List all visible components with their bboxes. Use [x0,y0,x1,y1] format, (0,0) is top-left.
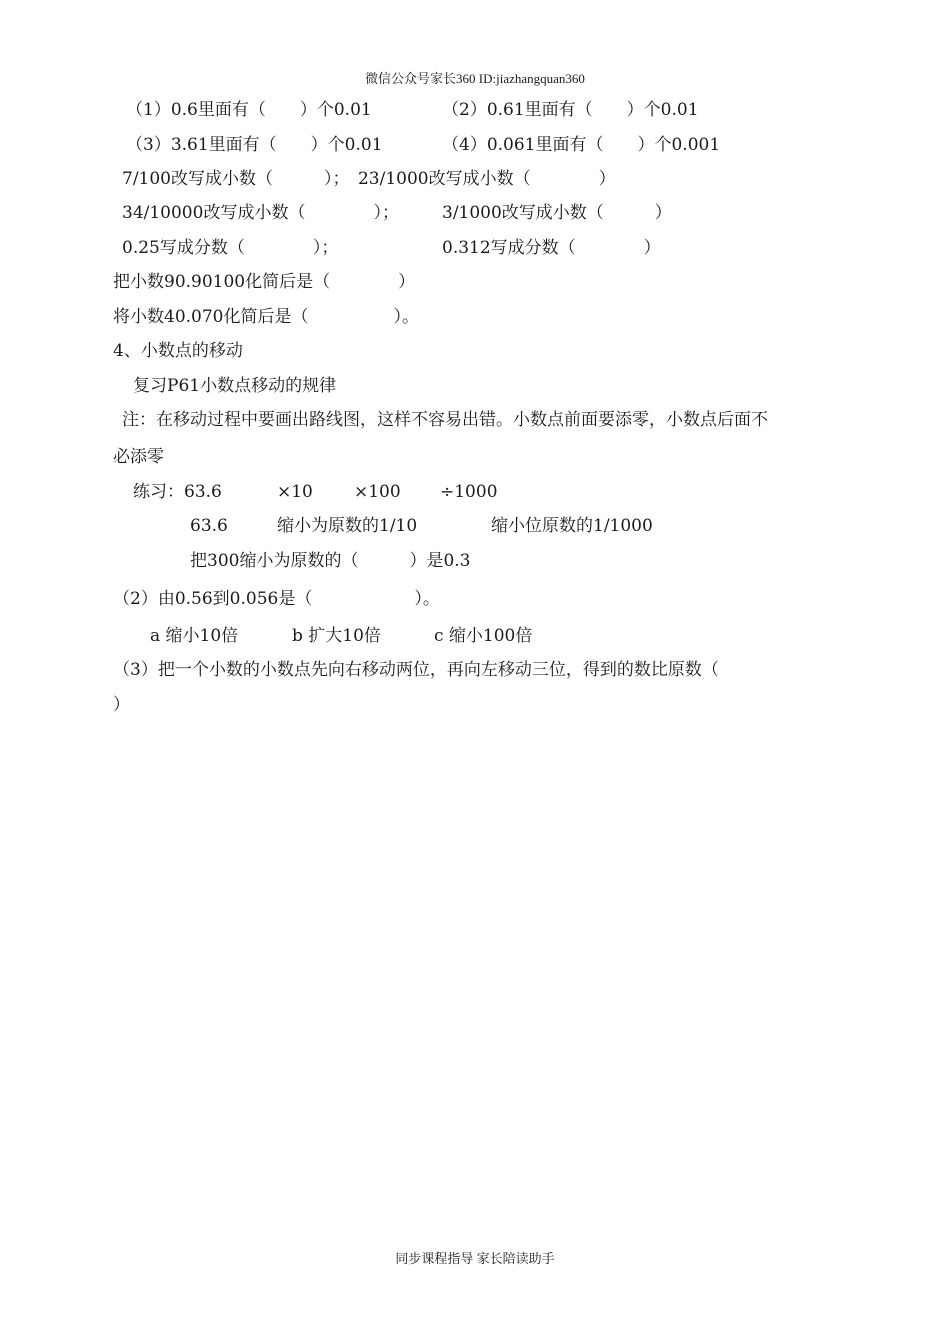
simplify-decimal-2: 将小数40.070化简后是（ ）。 [113,307,419,327]
note-line-2: 必添零 [113,447,164,467]
decimal-to-fraction-b: 0.312写成分数（ ） [442,238,661,258]
decimal-to-fraction-a: 0.25写成分数（ ）； [122,238,339,258]
option-c: c 缩小100倍 [434,626,533,646]
practice-label: 练习：63.6 [133,482,222,502]
practice-op-3: ÷1000 [440,482,498,502]
option-a: a 缩小10倍 [150,626,239,646]
question-3-line-2: ） [113,695,130,715]
practice-3: 把300缩小为原数的（ ）是0.3 [190,551,471,571]
fraction-to-decimal-line-2b: 3/1000改写成小数（ ） [442,203,672,223]
question-3-line-1: （3）把一个小数的小数点先向右移动两位，再向左移动三位，得到的数比原数（ [113,660,719,680]
note-line-1: 注：在移动过程中要画出路线图，这样不容易出错。小数点前面要添零，小数点后面不 [122,410,768,430]
simplify-decimal-1: 把小数90.90100化简后是（ ） [113,272,416,292]
practice-2-number: 63.6 [190,516,228,536]
option-b: b 扩大10倍 [292,626,381,646]
question-1-3: （3）3.61里面有（ ）个0.01 [126,135,383,155]
practice-2-op-2: 缩小位原数的1/1000 [491,516,653,536]
review-note: 复习P61小数点移动的规律 [133,376,337,396]
fraction-to-decimal-line-2a: 34/10000改写成小数（ ）； [122,203,399,223]
practice-op-1: ×10 [277,482,313,502]
page-header: 微信公众号家长360 ID:jiazhangquan360 [365,71,585,86]
question-2: （2）由0.56到0.056是（ ）。 [113,589,440,609]
question-1-1: （1）0.6里面有（ ）个0.01 [126,100,372,120]
question-1-2: （2）0.61里面有（ ）个0.01 [442,100,699,120]
question-1-4: （4）0.061里面有（ ）个0.001 [442,135,721,155]
page-footer: 同步课程指导 家长陪读助手 [395,1251,555,1266]
fraction-to-decimal-line-1: 7/100改写成小数（ ）； 23/1000改写成小数（ ） [122,169,616,189]
practice-op-2: ×100 [354,482,401,502]
practice-2-op-1: 缩小为原数的1/10 [277,516,418,536]
section-heading: 4、小数点的移动 [113,341,243,361]
